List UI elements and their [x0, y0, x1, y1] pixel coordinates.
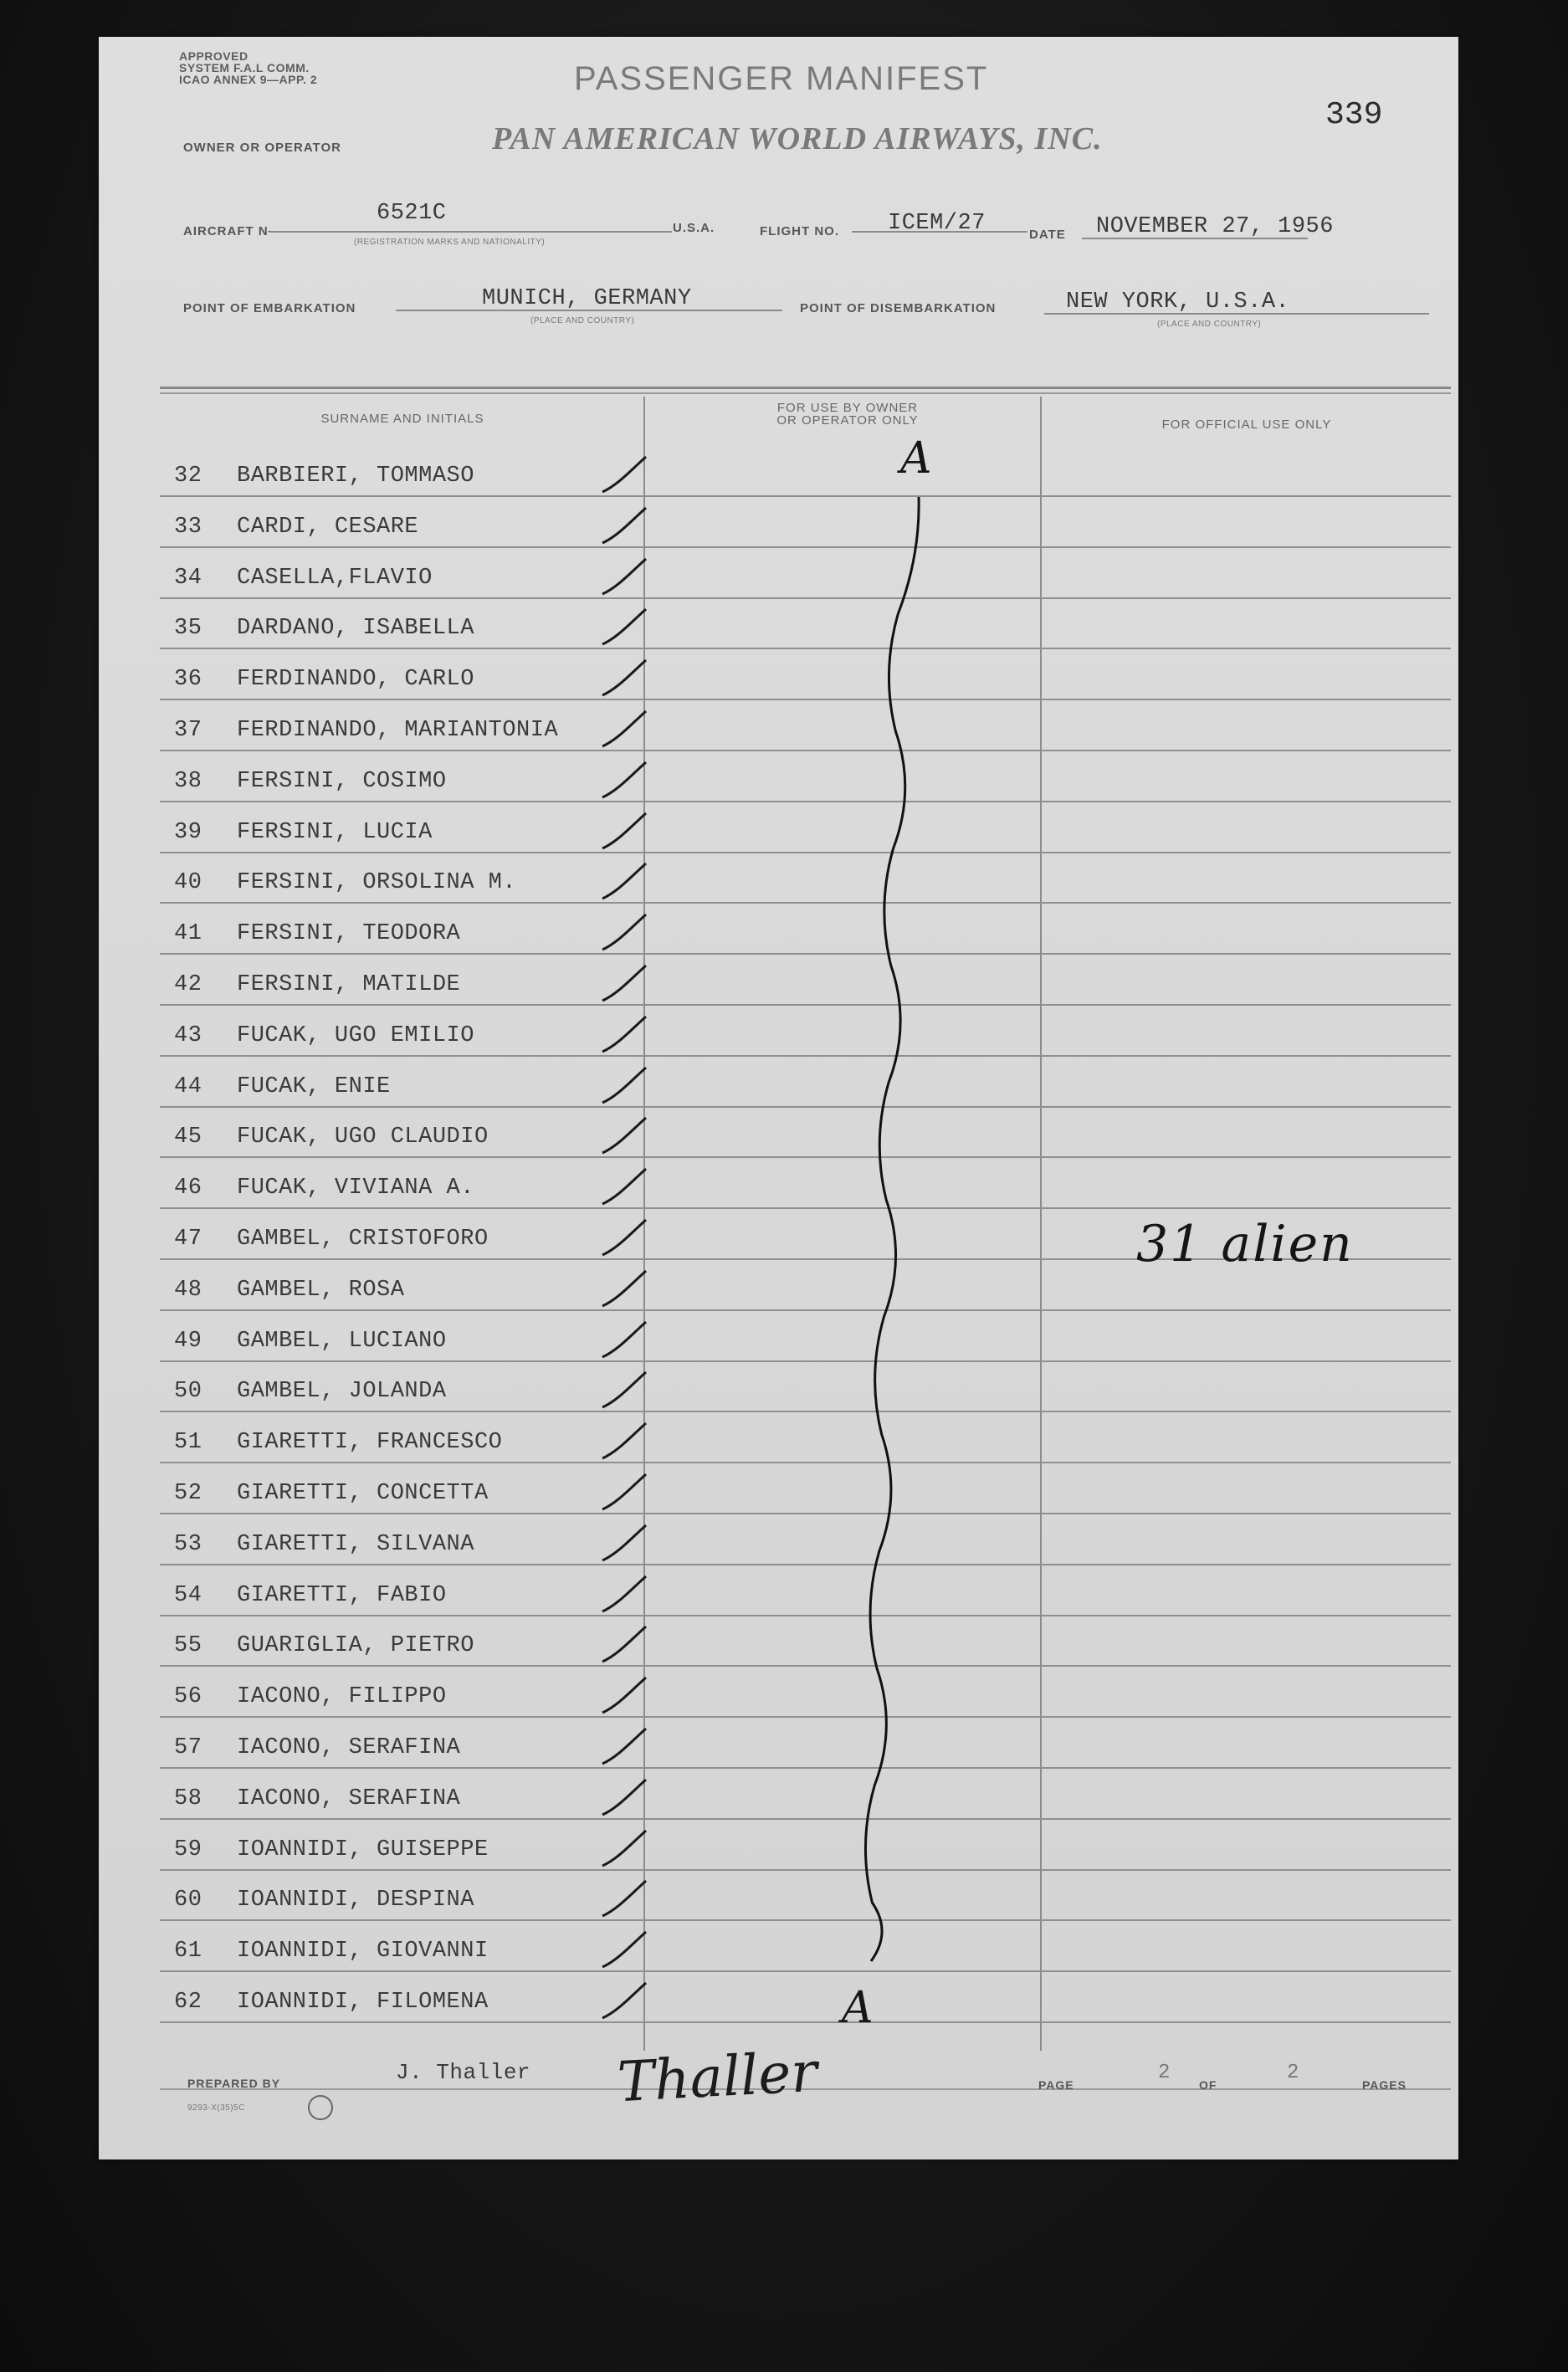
passenger-name: GIARETTI, CONCETTA [237, 1481, 489, 1506]
passenger-name: FERSINI, MATILDE [237, 972, 461, 997]
passenger-number: 51 [174, 1430, 202, 1456]
embark-sublabel: (PLACE AND COUNTRY) [530, 316, 635, 325]
passenger-name: FERDINANDO, CARLO [237, 667, 474, 693]
date-label: DATE [1029, 228, 1066, 242]
page-label: PAGE [1038, 2078, 1074, 2092]
passenger-number: 58 [174, 1785, 202, 1811]
of-value: 2 [1287, 2062, 1299, 2084]
passenger-number: 39 [174, 819, 202, 845]
owner-value: PAN AMERICAN WORLD AIRWAYS, INC. [492, 121, 1103, 156]
col-header-owner-use-line2: OR OPERATOR ONLY [776, 413, 919, 428]
passenger-name: GAMBEL, CRISTOFORO [237, 1227, 489, 1252]
passenger-name: IOANNIDI, FILOMENA [237, 1990, 489, 2015]
owner-label: OWNER OR OPERATOR [183, 141, 341, 155]
manifest-page [99, 37, 1458, 2159]
col-header-owner-use-line1: FOR USE BY OWNER [776, 401, 919, 415]
passenger-name: FERSINI, LUCIA [237, 819, 433, 845]
passenger-number: 59 [174, 1837, 202, 1862]
passenger-name: GIARETTI, FABIO [237, 1582, 447, 1608]
date-value: NOVEMBER 27, 1956 [1096, 214, 1334, 239]
passenger-name: FERDINANDO, MARIANTONIA [237, 718, 559, 743]
passenger-number: 49 [174, 1328, 202, 1354]
form-code: 9293-X(35)5C [187, 2103, 245, 2113]
passenger-number: 61 [174, 1939, 202, 1965]
passenger-name: GIARETTI, SILVANA [237, 1531, 474, 1557]
passenger-name: IACONO, FILIPPO [237, 1684, 447, 1710]
owner-column-mark-bottom: A [842, 1983, 874, 2033]
passenger-number: 37 [174, 718, 202, 743]
passenger-name: FUCAK, VIVIANA A. [237, 1176, 474, 1201]
approval-line: APPROVED [179, 49, 249, 63]
passenger-name: CARDI, CESARE [237, 514, 419, 540]
passenger-name: GIARETTI, FRANCESCO [237, 1430, 503, 1456]
owner-column-mark-top: A [900, 433, 932, 484]
passenger-number: 62 [174, 1990, 202, 2015]
disembark-value: NEW YORK, U.S.A. [1066, 289, 1290, 315]
passenger-number: 46 [174, 1176, 202, 1201]
passenger-name: GAMBEL, ROSA [237, 1277, 405, 1303]
passenger-number: 33 [174, 514, 202, 540]
passenger-name: IOANNIDI, DESPINA [237, 1888, 474, 1913]
passenger-number: 47 [174, 1227, 202, 1252]
embark-label: POINT OF EMBARKATION [183, 301, 356, 315]
passenger-number: 41 [174, 921, 202, 947]
embark-value: MUNICH, GERMANY [482, 286, 692, 311]
page-value: 2 [1158, 2062, 1171, 2084]
col-header-surname: SURNAME AND INITIALS [320, 412, 484, 426]
passenger-number: 52 [174, 1481, 202, 1506]
page-stamp-number: 339 [1325, 97, 1383, 133]
flight-value: ICEM/27 [888, 211, 986, 236]
passenger-name: GAMBEL, LUCIANO [237, 1328, 447, 1354]
passenger-number: 32 [174, 464, 202, 489]
passenger-number: 40 [174, 870, 202, 896]
prepared-value: J. Thaller [396, 2060, 531, 2085]
aircraft-value: 6521C [377, 201, 447, 226]
passenger-number: 55 [174, 1633, 202, 1659]
passenger-number: 42 [174, 972, 202, 997]
passenger-number: 45 [174, 1125, 202, 1150]
passenger-number: 48 [174, 1277, 202, 1303]
union-label-icon [308, 2095, 333, 2120]
passenger-number: 56 [174, 1684, 202, 1710]
passenger-name: GAMBEL, JOLANDA [237, 1379, 447, 1405]
passenger-number: 34 [174, 565, 202, 591]
passenger-number: 36 [174, 667, 202, 693]
prepared-label: PREPARED BY [187, 2077, 281, 2090]
passenger-number: 57 [174, 1735, 202, 1760]
passenger-name: IOANNIDI, GIOVANNI [237, 1939, 489, 1965]
passenger-name: DARDANO, ISABELLA [237, 616, 474, 642]
owner-column-bracket-line [865, 497, 919, 1961]
passenger-number: 54 [174, 1582, 202, 1608]
approval-line: ICAO ANNEX 9—APP. 2 [179, 73, 318, 86]
passenger-name: FERSINI, ORSOLINA M. [237, 870, 517, 896]
passenger-name: FUCAK, UGO CLAUDIO [237, 1125, 489, 1150]
flight-label: FLIGHT NO. [760, 224, 839, 238]
passenger-number: 50 [174, 1379, 202, 1405]
passenger-number: 35 [174, 616, 202, 642]
passenger-number: 43 [174, 1022, 202, 1048]
disembark-label: POINT OF DISEMBARKATION [800, 301, 997, 315]
approval-line: SYSTEM F.A.L COMM. [179, 61, 310, 74]
col-header-official: FOR OFFICIAL USE ONLY [1161, 418, 1332, 432]
passenger-name: FERSINI, COSIMO [237, 768, 447, 794]
passenger-name: CASELLA,FLAVIO [237, 565, 433, 591]
passenger-name: IACONO, SERAFINA [237, 1735, 461, 1760]
disembark-sublabel: (PLACE AND COUNTRY) [1157, 320, 1262, 329]
passenger-number: 38 [174, 768, 202, 794]
pages-label: PAGES [1362, 2078, 1407, 2092]
passenger-name: FERSINI, TEODORA [237, 921, 461, 947]
of-label: OF [1199, 2078, 1217, 2092]
aircraft-sublabel: (REGISTRATION MARKS AND NATIONALITY) [354, 238, 546, 247]
passenger-name: FUCAK, ENIE [237, 1073, 391, 1099]
passenger-number: 53 [174, 1531, 202, 1557]
aircraft-label: AIRCRAFT N— [183, 224, 282, 238]
passenger-name: IOANNIDI, GUISEPPE [237, 1837, 489, 1862]
handwriting-layer [99, 37, 1458, 2159]
page-title: PASSENGER MANIFEST [574, 60, 989, 97]
country-label: U.S.A. [673, 221, 715, 235]
official-handwritten-note: 31 alien [1136, 1215, 1354, 1273]
preparer-signature: Thaller [616, 2039, 819, 2115]
passenger-name: IACONO, SERAFINA [237, 1785, 461, 1811]
passenger-number: 44 [174, 1073, 202, 1099]
passenger-name: FUCAK, UGO EMILIO [237, 1022, 474, 1048]
passenger-number: 60 [174, 1888, 202, 1913]
passenger-name: BARBIERI, TOMMASO [237, 464, 474, 489]
passenger-name: GUARIGLIA, PIETRO [237, 1633, 474, 1659]
